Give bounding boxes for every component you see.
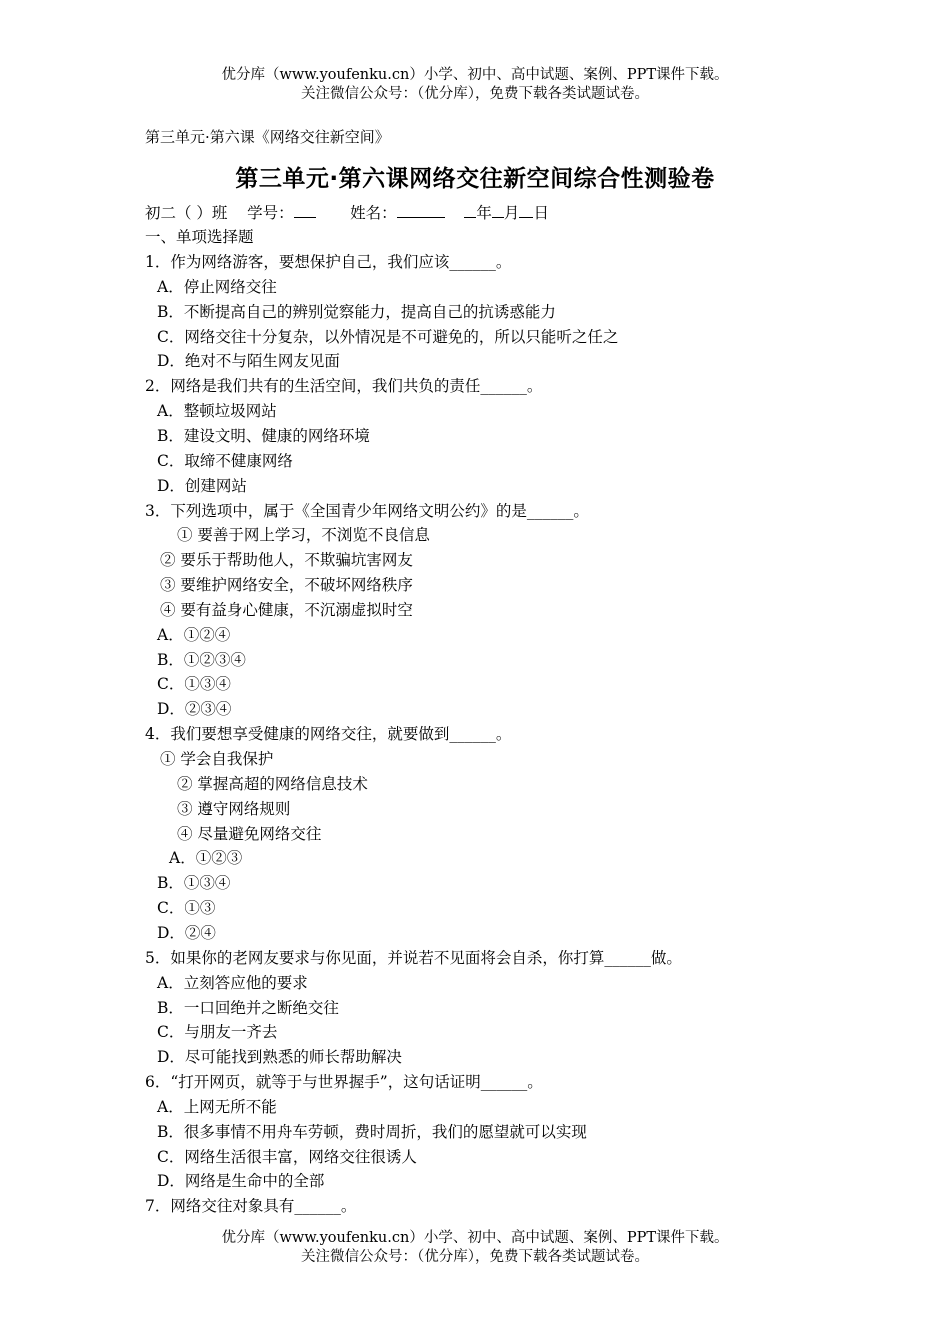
question-option: ② 要乐于帮助他人，不欺骗坑害网友 — [160, 551, 413, 569]
student-info-line — [145, 202, 549, 223]
question-option: D．②③④ — [157, 700, 232, 718]
question-option: B．①②③④ — [157, 651, 246, 669]
question-stem: 1．作为网络游客，要想保护自己，我们应该______。 — [145, 253, 512, 271]
question-option: A．立刻答应他的要求 — [157, 974, 308, 992]
month-blank — [492, 202, 504, 218]
question-stem: 7．网络交往对象具有______。 — [145, 1197, 357, 1215]
student-no-label: 学号： — [247, 204, 294, 222]
class-label: 初二（ ）班 — [145, 204, 228, 222]
header-line-2: 关注微信公众号：（优分库），免费下载各类试题试卷。 — [301, 86, 649, 102]
question-stem: 5．如果你的老网友要求与你见面，并说若不见面将会自杀，你打算______做。 — [145, 949, 682, 967]
question-option: D．尽可能找到熟悉的师长帮助解决 — [157, 1048, 402, 1066]
question-option: A．①②④ — [157, 626, 231, 644]
question-stem: 6．“打开网页，就等于与世界握手”，这句话证明______。 — [145, 1073, 543, 1091]
question-option: A．上网无所不能 — [157, 1098, 277, 1116]
document-title: 第三单元·第六课网络交往新空间综合性测验卷 — [235, 166, 715, 192]
section-heading: 一、单项选择题 — [145, 228, 254, 246]
question-option: B．很多事情不用舟车劳顿，费时周折，我们的愿望就可以实现 — [157, 1123, 587, 1141]
question-option: A．整顿垃圾网站 — [157, 402, 277, 420]
question-option: C．网络交往十分复杂，以外情况是不可避免的，所以只能听之任之 — [157, 328, 619, 346]
question-option: B．建设文明、健康的网络环境 — [157, 427, 370, 445]
question-option: ① 要善于网上学习，不浏览不良信息 — [177, 526, 430, 544]
question-option: ① 学会自我保护 — [160, 750, 274, 768]
question-option: ④ 要有益身心健康，不沉溺虚拟时空 — [160, 601, 413, 619]
name-label: 姓名： — [350, 204, 397, 222]
running-title: 第三单元·第六课《网络交往新空间》 — [145, 128, 390, 146]
question-option: C．取缔不健康网络 — [157, 452, 293, 470]
question-option: D．②④ — [157, 924, 216, 942]
footer-line-2: 关注微信公众号：（优分库），免费下载各类试题试卷。 — [301, 1249, 649, 1265]
question-option: A．停止网络交往 — [157, 278, 277, 296]
question-option: C．与朋友一齐去 — [157, 1023, 278, 1041]
question-option: C．①③ — [157, 899, 216, 917]
header-line-1: 优分库（www.youfenku.cn）小学、初中、高中试题、案例、PPT课件下载。 — [221, 67, 729, 83]
question-stem: 4．我们要想享受健康的网络交往，就要做到______。 — [145, 725, 512, 743]
question-option: D．绝对不与陌生网友见面 — [157, 352, 340, 370]
name-blank — [397, 202, 445, 218]
month-label: 月 — [503, 204, 520, 222]
page-footer — [0, 1229, 950, 1267]
question-option: ② 掌握高超的网络信息技术 — [177, 775, 368, 793]
day-label: 日 — [533, 204, 549, 222]
question-option: A．①②③ — [169, 849, 243, 867]
question-stem: 3．下列选项中，属于《全国青少年网络文明公约》的是______。 — [145, 502, 589, 520]
question-option: B．不断提高自己的辨别觉察能力，提高自己的抗诱惑能力 — [157, 303, 556, 321]
year-blank — [464, 202, 476, 218]
day-blank — [519, 202, 533, 218]
question-option: D．创建网站 — [157, 477, 247, 495]
question-option: B．一口回绝并之断绝交往 — [157, 999, 339, 1017]
question-option: ④ 尽量避免网络交往 — [177, 825, 322, 843]
question-option: C．网络生活很丰富，网络交往很诱人 — [157, 1148, 417, 1166]
year-label: 年 — [476, 204, 492, 222]
footer-line-1: 优分库（www.youfenku.cn）小学、初中、高中试题、案例、PPT课件下载。 — [221, 1230, 729, 1246]
question-option: B．①③④ — [157, 874, 231, 892]
question-option: ③ 要维护网络安全，不破坏网络秩序 — [160, 576, 413, 594]
page-header — [0, 66, 950, 104]
student-no-blank — [294, 202, 316, 218]
question-option: ③ 遵守网络规则 — [177, 800, 291, 818]
question-option: C．①③④ — [157, 675, 231, 693]
question-stem: 2．网络是我们共有的生活空间，我们共负的责任______。 — [145, 377, 543, 395]
question-option: D．网络是生命中的全部 — [157, 1172, 325, 1190]
